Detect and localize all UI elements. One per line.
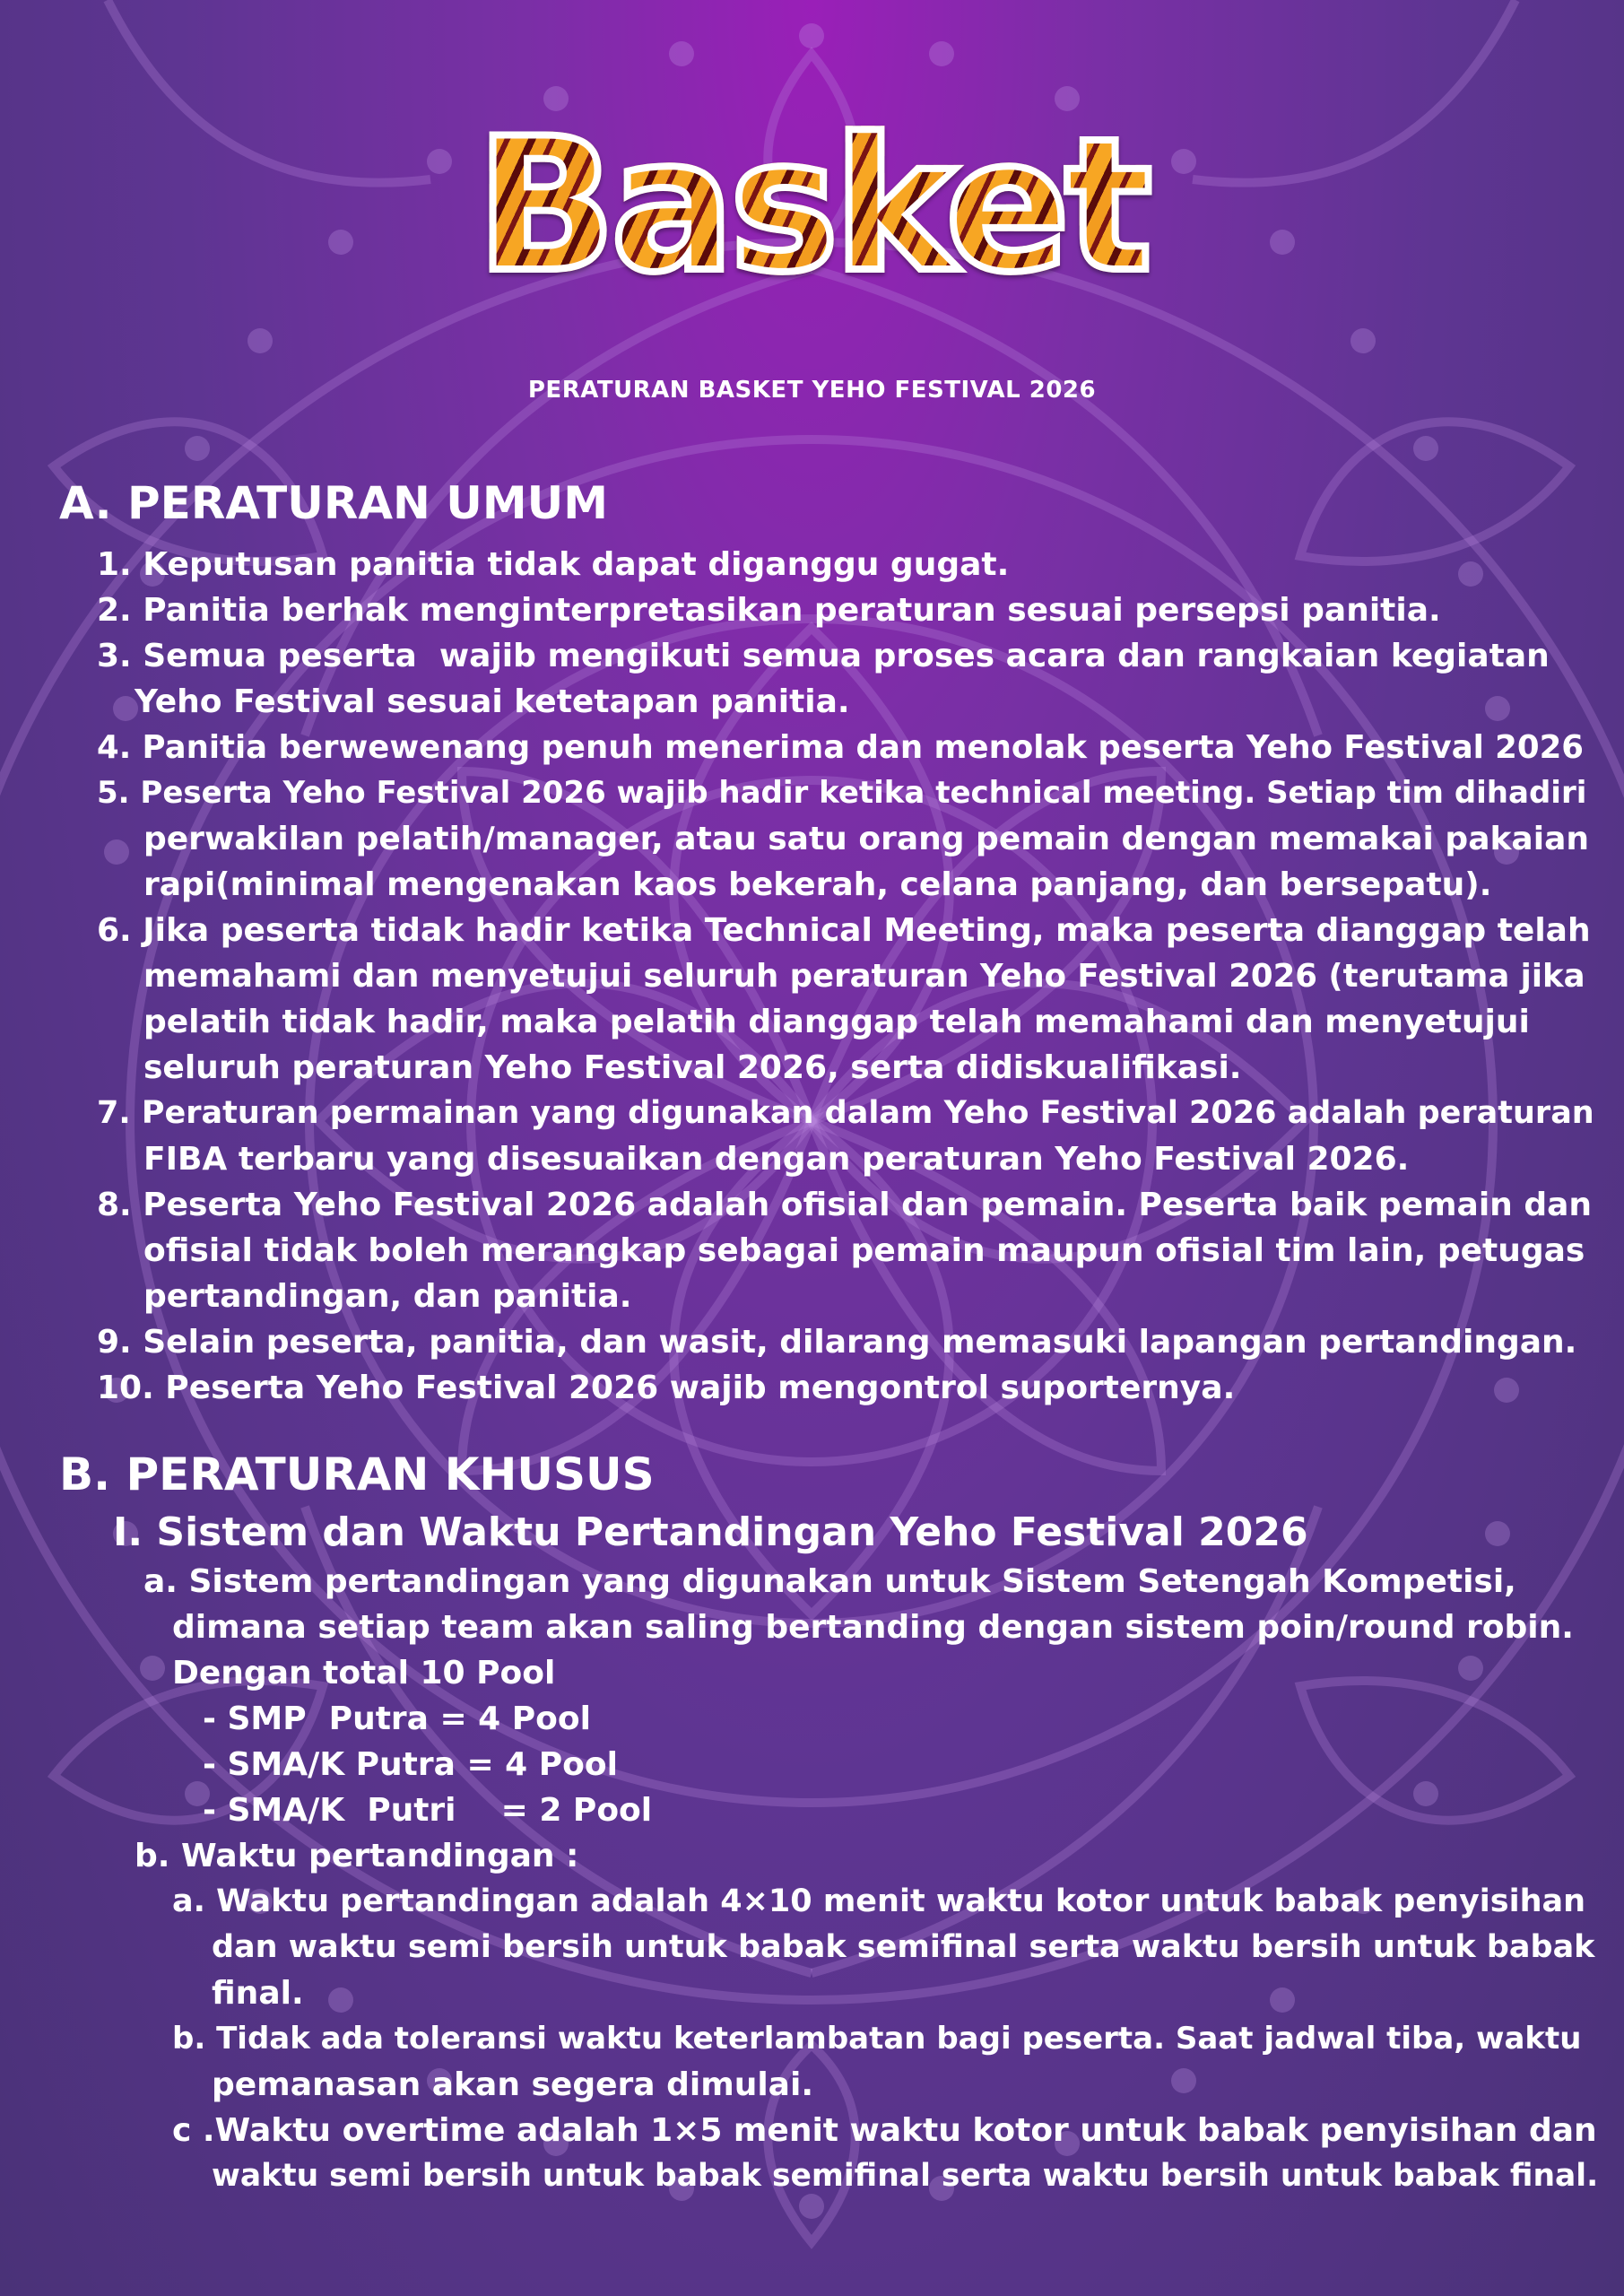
section-b-line: dimana setiap team akan saling bertanding dengan sistem poin/round robin. [172,1609,1574,1646]
section-a-line: FIBA terbaru yang disesuaikan dengan peraturan Yeho Festival 2026. [143,1141,1410,1178]
basket-logo [471,100,1152,313]
section-b-line: - SMA/K Putri = 2 Pool [203,1792,653,1829]
section-b-line: final. [212,1975,304,2012]
section-b-line: - SMA/K Putra = 4 Pool [203,1746,618,1783]
section-a-heading: A. PERATURAN UMUM [59,477,609,529]
section-b-line: - SMP Putra = 4 Pool [203,1700,591,1737]
section-a-line: perwakilan pelatih/manager, atau satu orang pemain dengan memakai pakaian [143,821,1589,857]
section-a-line: 1. Keputusan panitia tidak dapat diganggu gugat. [97,546,1010,583]
basket-logo-text: Basket [475,100,1148,313]
page-title: PERATURAN BASKET YEHO FESTIVAL 2026 [527,377,1097,404]
section-b-line: waktu semi bersih untuk babak semifinal serta waktu bersih untuk babak final. [212,2158,1599,2194]
section-a-line: pertandingan, dan panitia. [143,1278,632,1315]
section-b-line: b. Waktu pertandingan : [135,1838,579,1874]
section-b-line: b. Tidak ada toleransi waktu keterlambatan bagi peserta. Saat jadwal tiba, waktu [172,2021,1582,2057]
section-a-line: 10. Peserta Yeho Festival 2026 wajib mengontrol suporternya. [97,1370,1236,1406]
section-a-line: 7. Peraturan permainan yang digunakan dalam Yeho Festival 2026 adalah peraturan [97,1095,1594,1131]
section-a-line: Yeho Festival sesuai ketetapan panitia. [135,683,850,720]
section-b-heading: B. PERATURAN KHUSUS [59,1448,655,1500]
section-b-line: a. Waktu pertandingan adalah 4×10 menit waktu kotor untuk babak penyisihan [172,1883,1586,1919]
section-a-line: 4. Panitia berwewenang penuh menerima dan menolak peserta Yeho Festival 2026 [97,729,1584,766]
section-a-line: 9. Selain peserta, panitia, dan wasit, dilarang memasuki lapangan pertandingan. [97,1324,1577,1361]
section-a-line: 5. Peserta Yeho Festival 2026 wajib hadir ketika technical meeting. Setiap tim dihadiri [97,775,1587,811]
section-a-line: 2. Panitia berhak menginterpretasikan peraturan sesuai persepsi panitia. [97,592,1441,629]
section-a-line: pelatih tidak hadir, maka pelatih dianggap telah memahami dan menyetujui [143,1004,1530,1040]
section-a-line: memahami dan menyetujui seluruh peraturan Yeho Festival 2026 (terutama jika [143,958,1585,995]
section-a-line: 6. Jika peserta tidak hadir ketika Technical Meeting, maka peserta dianggap telah [97,912,1591,949]
section-a-line: 8. Peserta Yeho Festival 2026 adalah ofisial dan pemain. Peserta baik pemain dan [97,1187,1593,1223]
section-b-line: a. Sistem pertandingan yang digunakan untuk Sistem Setengah Kompetisi, [143,1563,1516,1600]
section-b-line: dan waktu semi bersih untuk babak semifinal serta waktu bersih untuk babak [212,1929,1595,1965]
section-a-line: seluruh peraturan Yeho Festival 2026, serta didiskualifikasi. [143,1049,1242,1086]
section-a-line: rapi(minimal mengenakan kaos bekerah, celana panjang, dan bersepatu). [143,866,1492,903]
section-b-line: pemanasan akan segera dimulai. [212,2066,813,2103]
section-b-subheading: I. Sistem dan Waktu Pertandingan Yeho Festival 2026 [113,1509,1308,1555]
section-b-line: c .Waktu overtime adalah 1×5 menit waktu kotor untuk babak penyisihan dan [172,2112,1597,2149]
section-a-line: ofisial tidak boleh merangkap sebagai pemain maupun ofisial tim lain, petugas [143,1232,1585,1269]
section-b-line: Dengan total 10 Pool [172,1655,556,1692]
section-a-line: 3. Semua peserta wajib mengikuti semua proses acara dan rangkaian kegiatan [97,638,1550,674]
